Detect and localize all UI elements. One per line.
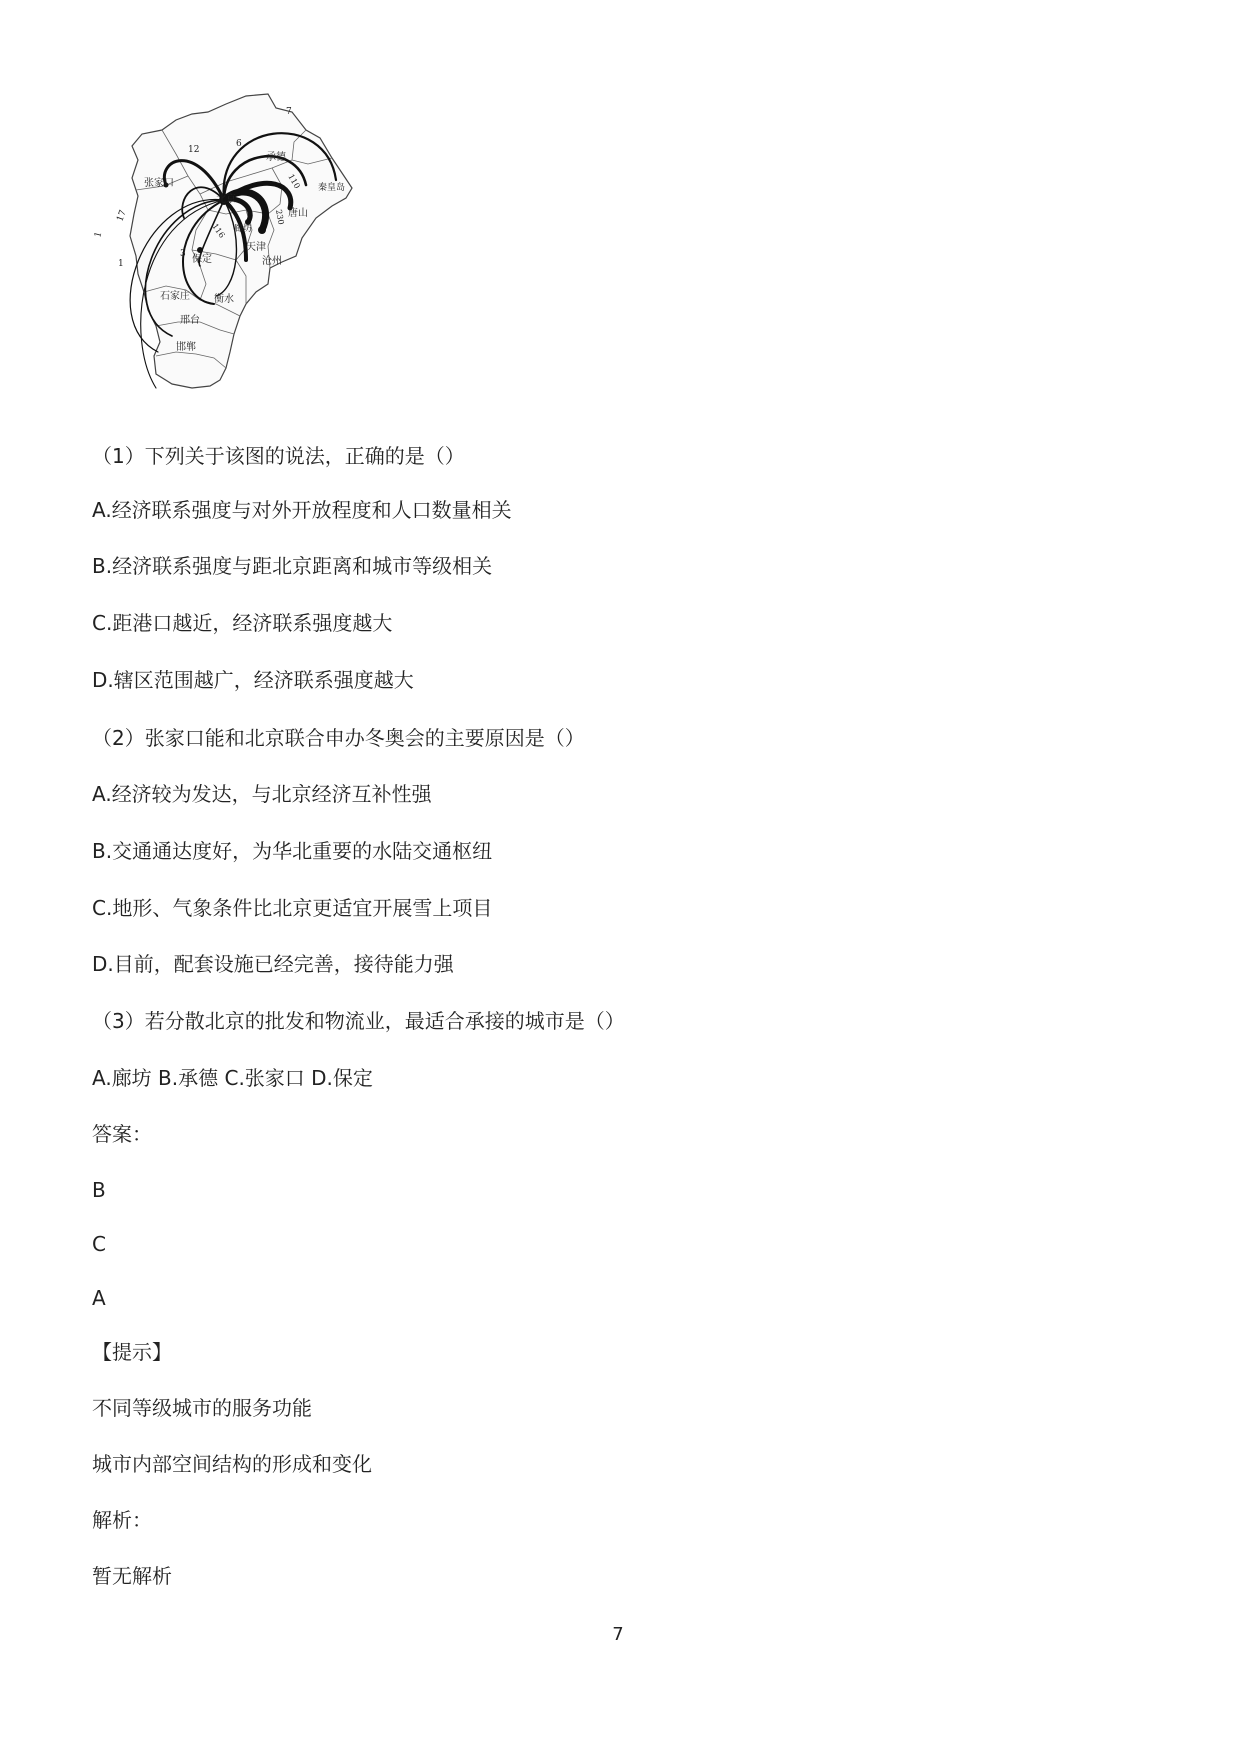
city-label-handan: 邯郸 xyxy=(176,342,196,353)
link-value-label: 116 xyxy=(210,221,227,240)
link-value-label: 110 xyxy=(286,172,302,191)
question-2-option-a: A.经济较为发达，与北京经济互补性强 xyxy=(92,782,432,806)
question-1-option-c: C.距港口越近，经济联系强度越大 xyxy=(92,611,393,635)
city-label-hengshui: 衡水 xyxy=(214,294,234,305)
link-value-label: 1 xyxy=(93,230,105,239)
city-label-shijiazhuang: 石家庄 xyxy=(160,291,190,302)
tianjin-marker xyxy=(258,226,266,234)
answer-3: A xyxy=(92,1286,106,1310)
hint-item-1: 不同等级城市的服务功能 xyxy=(92,1396,312,1420)
question-3-stem: （3）若分散北京的批发和物流业，最适合承接的城市是（） xyxy=(92,1009,625,1033)
answer-label: 答案： xyxy=(92,1122,152,1146)
link-value-label: 17 xyxy=(115,208,129,224)
link-value-label: 3 xyxy=(180,249,186,259)
link-value-label: 7 xyxy=(286,107,292,117)
city-label-tangshan: 唐山 xyxy=(288,208,308,219)
link-value-label: 1 xyxy=(118,259,124,269)
city-label-cangzhou: 沧州 xyxy=(262,256,282,267)
hint-item-2: 城市内部空间结构的形成和变化 xyxy=(92,1452,372,1476)
economic-link-map xyxy=(93,90,406,410)
answer-1: B xyxy=(92,1178,106,1202)
question-1-option-b: B.经济联系强度与距北京距离和城市等级相关 xyxy=(92,554,493,578)
link-value-label: 12 xyxy=(188,145,200,155)
question-2-stem: （2）张家口能和北京联合申办冬奥会的主要原因是（） xyxy=(92,726,585,750)
city-label-qinhuangdao: 秦皇岛 xyxy=(318,183,346,193)
question-2-option-b: B.交通通达度好，为华北重要的水陆交通枢纽 xyxy=(92,839,493,863)
answer-2: C xyxy=(92,1232,106,1256)
city-label-langfang: 廊坊 xyxy=(234,224,253,234)
analysis-text: 暂无解析 xyxy=(92,1564,172,1588)
page-number: 7 xyxy=(612,1624,624,1645)
city-label-tianjin: 天津 xyxy=(246,242,266,253)
question-2-option-d: D.目前，配套设施已经完善，接待能力强 xyxy=(92,952,454,976)
question-3-options: A.廊坊 B.承德 C.张家口 D.保定 xyxy=(92,1066,373,1090)
link-value-label: 230 xyxy=(274,208,286,226)
hint-label: 【提示】 xyxy=(92,1340,172,1364)
question-1-stem: （1）下列关于该图的说法，正确的是（） xyxy=(92,444,465,468)
question-2-option-c: C.地形、气象条件比北京更适宜开展雪上项目 xyxy=(92,896,493,920)
analysis-label: 解析： xyxy=(92,1508,152,1532)
city-label-xingtai: 邢台 xyxy=(180,315,200,326)
city-label-chengde: 承德 xyxy=(266,152,286,163)
city-label-zhangjiakou: 张家口 xyxy=(144,178,174,189)
city-label-beijing: 北京 xyxy=(216,194,236,205)
link-value-label: 6 xyxy=(236,139,242,149)
question-1-option-a: A.经济联系强度与对外开放程度和人口数量相关 xyxy=(92,498,512,522)
baoding-marker xyxy=(197,247,203,253)
city-label-baoding: 保定 xyxy=(192,254,212,265)
question-1-option-d: D.辖区范围越广，经济联系强度越大 xyxy=(92,668,414,692)
